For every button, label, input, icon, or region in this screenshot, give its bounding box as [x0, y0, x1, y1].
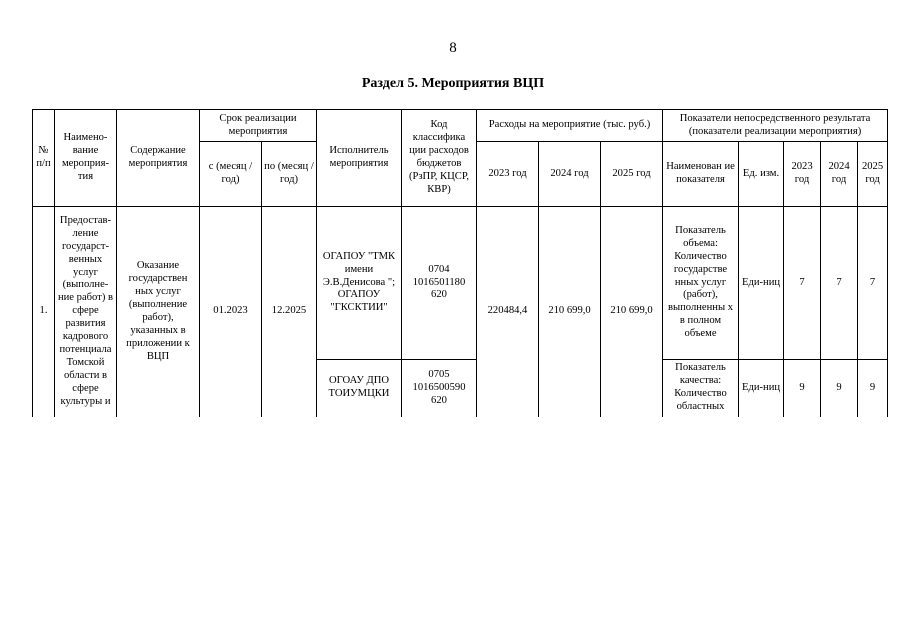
row-ind-2025-1: 7: [858, 207, 888, 360]
row-ind-2024-1: 7: [821, 207, 858, 360]
header-exp-2024: 2024 год: [539, 142, 601, 207]
row-exp-2023: 220484,4: [477, 207, 539, 417]
row-ind-2023-1: 7: [784, 207, 821, 360]
row-ind-unit-2: Еди-ниц: [739, 360, 784, 417]
section-title: Раздел 5. Мероприятия ВЦП: [361, 76, 545, 91]
row-code-1: 0704 1016501180 620: [402, 207, 477, 360]
row-ind-unit-1: Еди-ниц: [739, 207, 784, 360]
row-num: 1.: [33, 207, 55, 417]
header-name: Наимено-вание мероприя-тия: [55, 110, 117, 207]
row-exp-2024: 210 699,0: [539, 207, 601, 417]
header-ind-2025: 2025 год: [858, 142, 888, 207]
header-exp-2025: 2025 год: [601, 142, 663, 207]
header-period-to: по (месяц /год): [262, 142, 317, 207]
header-executor: Исполнитель мероприятия: [317, 110, 402, 207]
header-exp-2023: 2023 год: [477, 142, 539, 207]
header-ind-2023: 2023 год: [784, 142, 821, 207]
row-ind-2023-2: 9: [784, 360, 821, 417]
row-name: Предостав-ление государст-венных услуг (выполне-ние работ) в сфере развития кадрового потенциала Томской области в сфере культуры и: [55, 207, 117, 417]
header-ind-unit: Ед. изм.: [739, 142, 784, 207]
row-period-to: 12.2025: [262, 207, 317, 417]
header-period-from: с (месяц /год): [200, 142, 262, 207]
row-executor-2: ОГОАУ ДПО ТОИУМЦКИ: [317, 360, 402, 417]
row-ind-2025-2: 9: [858, 360, 888, 417]
header-expenses-group: Расходы на мероприятие (тыс. руб.): [477, 110, 663, 142]
header-code: Код классифика ции расходов бюджетов (РзПР, КЦСР, КВР): [402, 110, 477, 207]
row-ind-name-1: Показатель объема: Количество государстве нных услуг (работ), выполненны х в полном объеме: [663, 207, 739, 360]
row-ind-2024-2: 9: [821, 360, 858, 417]
header-ind-2024: 2024 год: [821, 142, 858, 207]
header-row-1: [33, 110, 888, 142]
table-row: [33, 207, 888, 360]
row-period-from: 01.2023: [200, 207, 262, 417]
header-ind-name: Наименован ие показателя: [663, 142, 739, 207]
row-exp-2025: 210 699,0: [601, 207, 663, 417]
events-table: [32, 109, 888, 417]
row-executor-1: ОГАПОУ "ТМК имени Э.В.Денисова "; ОГАПОУ "ГКСКТИИ": [317, 207, 402, 360]
row-content: Оказание государствен ных услуг (выполнение работ), указанных в приложении к ВЦП: [117, 207, 200, 417]
row-code-2: 0705 1016500590 620: [402, 360, 477, 417]
header-indicators-group: Показатели непосредственного результата (показатели реализации мероприятия): [663, 110, 888, 142]
header-num: № п/п: [33, 110, 55, 207]
header-period-group: Срок реализации мероприятия: [200, 110, 317, 142]
page-number: 8: [449, 40, 457, 56]
row-ind-name-2: Показатель качества: Количество областных: [663, 360, 739, 417]
header-content: Содержание мероприятия: [117, 110, 200, 207]
